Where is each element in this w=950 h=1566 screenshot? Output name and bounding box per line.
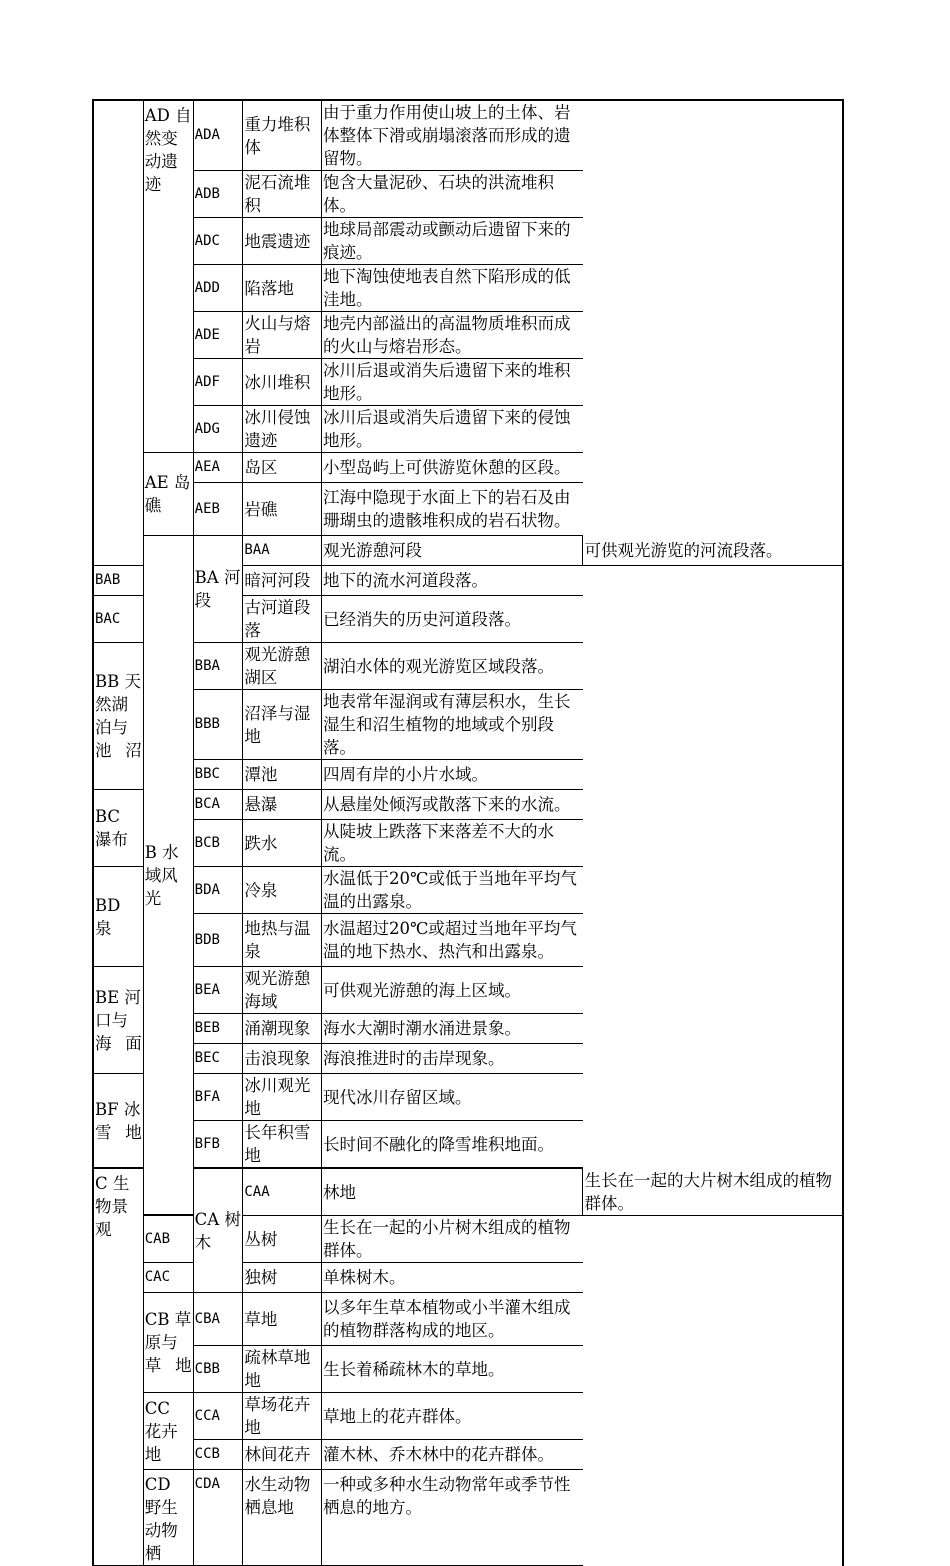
table-row	[94, 218, 842, 265]
code-cell: BDB	[194, 914, 244, 967]
name-cell: 冰川观光地	[243, 1074, 322, 1121]
description-cell: 以多年生草本植物或小半灌木组成的植物群落构成的地区。	[322, 1293, 584, 1346]
description-cell: 生长在一起的小片树木组成的植物群体。	[322, 1216, 584, 1263]
group-cell: CC 花卉地	[144, 1393, 194, 1470]
code-cell: ADE	[194, 312, 244, 359]
name-cell: 陷落地	[243, 265, 322, 312]
description-cell: 单株树木。	[322, 1263, 584, 1293]
name-cell: 长年积雪地	[243, 1121, 322, 1169]
description-cell: 由于重力作用使山坡上的土体、岩体整体下滑或崩塌滚落而形成的遗留物。	[322, 101, 584, 171]
code-cell: CCB	[194, 1440, 244, 1470]
name-cell: 冰川侵蚀遗迹	[243, 406, 322, 453]
table-row	[94, 1440, 842, 1470]
code-cell: BCB	[194, 820, 244, 867]
group-cell: BC 瀑布	[94, 790, 144, 867]
description-cell: 草地上的花卉群体。	[322, 1393, 584, 1440]
table-row	[94, 1121, 842, 1169]
code-cell: AEB	[194, 483, 244, 536]
description-cell: 可供观光游览的河流段落。	[583, 536, 842, 566]
description-cell: 地球局部震动或颤动后遗留下来的痕迹。	[322, 218, 584, 265]
code-cell: ADC	[194, 218, 244, 265]
name-cell: 悬瀑	[243, 790, 322, 820]
code-cell: BFA	[194, 1074, 244, 1121]
table-row	[94, 690, 842, 760]
group-cell: BF 冰雪地	[94, 1074, 144, 1169]
classification-table	[92, 99, 844, 1566]
code-cell: BDA	[194, 867, 244, 914]
name-cell: 观光游憩湖区	[243, 643, 322, 690]
table-row	[94, 1346, 842, 1393]
group-cell: BB 天然湖泊与池沼	[94, 643, 144, 790]
table-row	[94, 406, 842, 453]
table-row	[94, 1293, 842, 1346]
category-cell-a	[94, 101, 144, 566]
code-cell: BEA	[194, 967, 244, 1014]
group-cell: AD 自然变动遗迹	[144, 101, 194, 453]
code-cell: CAA	[243, 1169, 322, 1216]
table-row	[94, 1393, 842, 1440]
code-cell: CCA	[194, 1393, 244, 1440]
code-cell: ADD	[194, 265, 244, 312]
name-cell: 古河道段落	[243, 596, 322, 643]
description-cell: 可供观光游憩的海上区域。	[322, 967, 584, 1014]
description-cell: 湖泊水体的观光游览区域段落。	[322, 643, 584, 690]
name-cell: 地热与温泉	[243, 914, 322, 967]
description-cell: 现代冰川存留区域。	[322, 1074, 584, 1121]
name-cell: 草地	[243, 1293, 322, 1346]
category-cell: C 生物景观	[94, 1169, 144, 1566]
group-cell: BA 河段	[194, 536, 244, 643]
table-row	[94, 914, 842, 967]
name-cell: 林间花卉	[243, 1440, 322, 1470]
code-cell: BEB	[194, 1014, 244, 1044]
table-row	[94, 820, 842, 867]
code-cell: CDA	[194, 1470, 244, 1566]
code-cell: BAB	[94, 566, 144, 596]
code-cell: ADG	[194, 406, 244, 453]
group-cell: CD 野生动物栖	[144, 1470, 194, 1566]
description-cell: 地下的流水河道段落。	[322, 566, 584, 596]
table-row	[94, 760, 842, 790]
code-cell: ADF	[194, 359, 244, 406]
code-cell: CAB	[144, 1216, 194, 1263]
description-cell: 水温超过20℃或超过当地年平均气温的地下热水、热汽和出露泉。	[322, 914, 584, 967]
name-cell: 草场花卉地	[243, 1393, 322, 1440]
description-cell: 灌木林、乔木林中的花卉群体。	[322, 1440, 584, 1470]
table-row	[94, 453, 842, 483]
name-cell: 暗河河段	[243, 566, 322, 596]
code-cell: BBB	[194, 690, 244, 760]
table-row	[94, 643, 842, 690]
table-row	[94, 101, 842, 171]
group-cell: CB 草原与草地	[144, 1293, 194, 1393]
description-cell: 生长在一起的大片树木组成的植物群体。	[583, 1169, 842, 1216]
table-row	[94, 967, 842, 1014]
code-cell: BFB	[194, 1121, 244, 1169]
category-cell: B 水域风光	[144, 536, 194, 1216]
table-row	[94, 536, 842, 566]
description-cell: 饱含大量泥砂、石块的洪流堆积体。	[322, 171, 584, 218]
name-cell: 重力堆积体	[243, 101, 322, 171]
table-row	[94, 171, 842, 218]
name-cell: 击浪现象	[243, 1044, 322, 1074]
name-cell: 泥石流堆积	[243, 171, 322, 218]
description-cell: 海浪推进时的击岸现象。	[322, 1044, 584, 1074]
description-cell: 地下淘蚀使地表自然下陷形成的低洼地。	[322, 265, 584, 312]
name-cell: 观光游憩海域	[243, 967, 322, 1014]
name-cell: 丛树	[243, 1216, 322, 1263]
name-cell: 冷泉	[243, 867, 322, 914]
table-row	[94, 790, 842, 820]
description-cell: 水温低于20℃或低于当地年平均气温的出露泉。	[322, 867, 584, 914]
code-cell: ADB	[194, 171, 244, 218]
group-cell: BD 泉	[94, 867, 144, 967]
name-cell: 涌潮现象	[243, 1014, 322, 1044]
name-cell: 火山与熔岩	[243, 312, 322, 359]
code-cell: AEA	[194, 453, 244, 483]
description-cell: 冰川后退或消失后遗留下来的侵蚀地形。	[322, 406, 584, 453]
name-cell: 沼泽与湿地	[243, 690, 322, 760]
code-cell: CBB	[194, 1346, 244, 1393]
name-cell: 疏林草地地	[243, 1346, 322, 1393]
table-row	[94, 867, 842, 914]
name-cell: 冰川堆积	[243, 359, 322, 406]
description-cell: 江海中隐现于水面上下的岩石及由珊瑚虫的遗骸堆积成的岩石状物。	[322, 483, 584, 536]
description-cell: 生长着稀疏林木的草地。	[322, 1346, 584, 1393]
group-cell: AE 岛礁	[144, 453, 194, 536]
description-cell: 海水大潮时潮水涌进景象。	[322, 1014, 584, 1044]
name-cell: 林地	[322, 1169, 584, 1216]
group-cell: CA 树木	[194, 1169, 244, 1293]
name-cell: 独树	[243, 1263, 322, 1293]
table-row	[94, 265, 842, 312]
code-cell: BAC	[94, 596, 144, 643]
description-cell: 已经消失的历史河道段落。	[322, 596, 584, 643]
code-cell: BCA	[194, 790, 244, 820]
table-row	[94, 483, 842, 536]
code-cell: BEC	[194, 1044, 244, 1074]
name-cell: 岩礁	[243, 483, 322, 536]
code-cell: ADA	[194, 101, 244, 171]
table-row	[94, 1169, 842, 1216]
code-cell: CAC	[144, 1263, 194, 1293]
table-row	[94, 1014, 842, 1044]
description-cell: 一种或多种水生动物常年或季节性栖息的地方。	[322, 1470, 584, 1566]
description-cell: 长时间不融化的降雪堆积地面。	[322, 1121, 584, 1169]
description-cell: 从陡坡上跌落下来落差不大的水流。	[322, 820, 584, 867]
table-row	[94, 1044, 842, 1074]
description-cell: 小型岛屿上可供游览休憩的区段。	[322, 453, 584, 483]
description-cell: 地表常年湿润或有薄层积水，生长湿生和沼生植物的地域或个别段落。	[322, 690, 584, 760]
description-cell: 地壳内部溢出的高温物质堆积而成的火山与熔岩形态。	[322, 312, 584, 359]
name-cell: 观光游憩河段	[322, 536, 584, 566]
table-row	[94, 359, 842, 406]
name-cell: 潭池	[243, 760, 322, 790]
table-row	[94, 312, 842, 359]
table-row	[94, 1470, 842, 1566]
description-cell: 从悬崖处倾泻或散落下来的水流。	[322, 790, 584, 820]
description-cell: 冰川后退或消失后遗留下来的堆积地形。	[322, 359, 584, 406]
name-cell: 地震遗迹	[243, 218, 322, 265]
group-cell: BE 河口与海面	[94, 967, 144, 1074]
name-cell: 跌水	[243, 820, 322, 867]
code-cell: CBA	[194, 1293, 244, 1346]
name-cell: 岛区	[243, 453, 322, 483]
table-row	[94, 1074, 842, 1121]
name-cell: 水生动物栖息地	[243, 1470, 322, 1566]
description-cell: 四周有岸的小片水域。	[322, 760, 584, 790]
code-cell: BAA	[243, 536, 322, 566]
code-cell: BBA	[194, 643, 244, 690]
code-cell: BBC	[194, 760, 244, 790]
